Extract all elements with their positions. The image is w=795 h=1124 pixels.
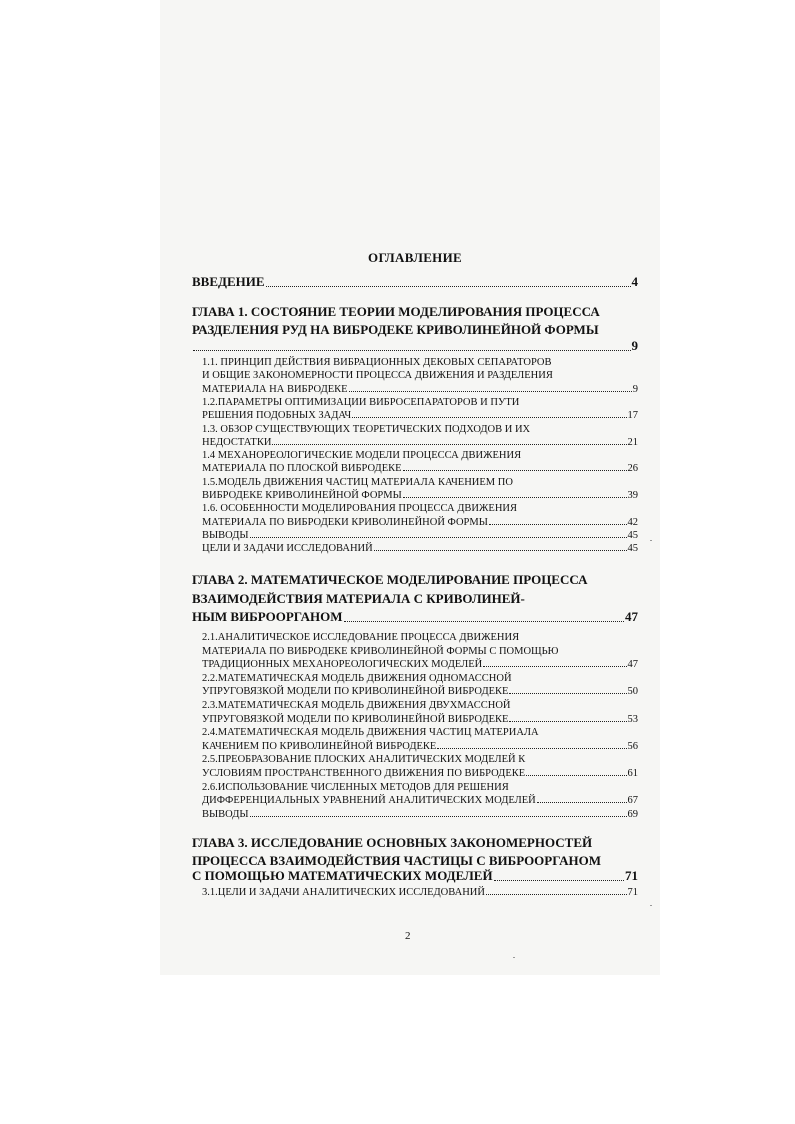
chapter-1-page-row[interactable] xyxy=(192,338,638,354)
toc-entry-page: 61 xyxy=(627,768,638,779)
toc-section-entry[interactable] xyxy=(202,530,638,541)
toc-section-entry[interactable] xyxy=(202,410,638,421)
toc-entry-page: 47 xyxy=(627,659,638,671)
toc-section-entry[interactable] xyxy=(202,795,638,806)
toc-entry-page: 39 xyxy=(627,490,638,501)
toc-entry-page: 17 xyxy=(627,410,638,422)
toc-section-entry[interactable] xyxy=(202,741,638,752)
toc-section-line[interactable]: МАТЕРИАЛА ПО ВИБРОДЕКЕ КРИВОЛИНЕЙНОЙ ФОРМЫ С ПОМОЩЬЮ xyxy=(202,645,559,657)
toc-entry-label: МАТЕРИАЛА ПО ВИБРОДЕКИ КРИВОЛИНЕЙНОЙ ФОРМЫ xyxy=(202,516,488,528)
toc-section-line[interactable]: 2.3.МАТЕМАТИЧЕСКАЯ МОДЕЛЬ ДВИЖЕНИЯ ДВУХМАССНОЙ xyxy=(202,700,511,711)
toc-title: ОГЛАВЛЕНИЕ xyxy=(368,250,462,265)
toc-entry-intro[interactable] xyxy=(192,274,638,290)
dot-leader xyxy=(352,417,626,418)
toc-entry-label: ДИФФЕРЕНЦИАЛЬНЫХ УРАВНЕНИЙ АНАЛИТИЧЕСКИХ МОДЕЛЕЙ xyxy=(202,795,536,807)
chapter-1-heading-line-2[interactable]: РАЗДЕЛЕНИЯ РУД НА ВИБРОДЕКЕ КРИВОЛИНЕЙНОЙ ФОРМЫ xyxy=(192,322,599,337)
toc-entry-label: УПРУГОВЯЗКОЙ МОДЕЛИ ПО КРИВОЛИНЕЙНОЙ ВИБРОДЕКЕ xyxy=(202,713,509,725)
toc-section-line[interactable]: 1.4 МЕХАНОРЕОЛОГИЧЕСКИЕ МОДЕЛИ ПРОЦЕССА ДВИЖЕНИЯ xyxy=(202,450,522,462)
dot-leader xyxy=(526,775,626,776)
toc-entry-label: МАТЕРИАЛА ПО ПЛОСКОЙ ВИБРОДЕКЕ xyxy=(202,463,402,475)
toc-entry-label: ЦЕЛИ И ЗАДАЧИ ИССЛЕДОВАНИЙ xyxy=(202,543,373,555)
toc-entry-page: 21 xyxy=(627,436,638,448)
toc-entry-page: 47 xyxy=(625,609,638,624)
toc-section-entry[interactable] xyxy=(202,714,638,725)
toc-entry-page: 45 xyxy=(627,543,638,555)
toc-section-line[interactable]: 1.2.ПАРАМЕТРЫ ОПТИМИЗАЦИИ ВИБРОСЕПАРАТОРОВ И ПУТИ xyxy=(202,396,520,408)
dot-leader xyxy=(509,721,626,722)
toc-entry-label: ТРАДИЦИОННЫХ МЕХАНОРЕОЛОГИЧЕСКИХ МОДЕЛЕЙ xyxy=(202,659,483,671)
toc-section-line[interactable]: 1.1. ПРИНЦИП ДЕЙСТВИЯ ВИБРАЦИОННЫХ ДЕКОВЫХ СЕПАРАТОРОВ xyxy=(202,357,552,368)
scan-speck xyxy=(650,905,652,906)
toc-section-line[interactable]: 2.4.МАТЕМАТИЧЕСКАЯ МОДЕЛЬ ДВИЖЕНИЯ ЧАСТИЦ МАТЕРИАЛА xyxy=(202,727,539,739)
toc-entry-label: НЫМ ВИБРООРГАНОМ xyxy=(192,609,343,624)
toc-entry-page: 67 xyxy=(627,795,638,807)
toc-entry-label: РЕШЕНИЯ ПОДОБНЫХ ЗАДАЧ xyxy=(202,410,352,422)
toc-section-entry[interactable] xyxy=(202,463,638,474)
toc-section-entry[interactable] xyxy=(202,517,638,528)
dot-leader xyxy=(489,524,627,525)
toc-entry-page: 50 xyxy=(627,686,638,698)
dot-leader xyxy=(250,537,627,538)
dot-leader xyxy=(537,802,627,803)
toc-section-entry[interactable] xyxy=(202,490,638,501)
toc-section-entry[interactable] xyxy=(202,384,638,395)
toc-entry-page: 9 xyxy=(631,338,638,353)
toc-entry-page: 45 xyxy=(627,529,638,541)
toc-section-line[interactable]: 2.1.АНАЛИТИЧЕСКОЕ ИССЛЕДОВАНИЕ ПРОЦЕССА ДВИЖЕНИЯ xyxy=(202,632,520,643)
toc-section-entry[interactable] xyxy=(202,809,638,820)
toc-entry-page: 9 xyxy=(632,383,638,395)
toc-entry-label: НЕДОСТАТКИ xyxy=(202,436,272,448)
chapter-2-heading-line-3[interactable] xyxy=(192,609,638,625)
dot-leader xyxy=(486,894,627,895)
toc-section-entry[interactable] xyxy=(202,437,638,448)
chapter-3-heading-line-1[interactable]: ГЛАВА 3. ИССЛЕДОВАНИЕ ОСНОВНЫХ ЗАКОНОМЕРНОСТЕЙ xyxy=(192,835,593,850)
toc-entry-page: 53 xyxy=(627,713,638,725)
toc-entry-label: ВЫВОДЫ xyxy=(202,529,249,541)
toc-entry-label: ВВЕДЕНИЕ xyxy=(192,274,265,289)
dot-leader xyxy=(483,666,626,667)
toc-section-line[interactable]: 2.5.ПРЕОБРАЗОВАНИЕ ПЛОСКИХ АНАЛИТИЧЕСКИХ МОДЕЛЕЙ К xyxy=(202,754,526,766)
dot-leader xyxy=(250,816,627,817)
toc-section-line[interactable]: 1.6. ОСОБЕННОСТИ МОДЕЛИРОВАНИЯ ПРОЦЕССА ДВИЖЕНИЯ xyxy=(202,503,517,515)
toc-entry-page: 71 xyxy=(625,868,638,883)
dot-leader xyxy=(437,748,626,749)
toc-section-line[interactable]: 2.6.ИСПОЛЬЗОВАНИЕ ЧИСЛЕННЫХ МЕТОДОВ ДЛЯ РЕШЕНИЯ xyxy=(202,781,509,793)
chapter-2-heading-line-1[interactable]: ГЛАВА 2. МАТЕМАТИЧЕСКОЕ МОДЕЛИРОВАНИЕ ПРОЦЕССА xyxy=(192,572,588,587)
page-number: 2 xyxy=(405,930,411,942)
dot-leader xyxy=(403,470,627,471)
toc-section-entry[interactable] xyxy=(202,659,638,670)
chapter-3-heading-line-2[interactable]: ПРОЦЕССА ВЗАИМОДЕЙСТВИЯ ЧАСТИЦЫ С ВИБРООРГАНОМ xyxy=(192,853,601,868)
toc-entry-page: 71 xyxy=(627,887,638,898)
dot-leader xyxy=(272,444,626,445)
toc-entry-page: 56 xyxy=(627,740,638,752)
toc-entry-page: 4 xyxy=(631,274,638,289)
toc-section-entry[interactable] xyxy=(202,768,638,779)
toc-section-line[interactable]: И ОБЩИЕ ЗАКОНОМЕРНОСТИ ПРОЦЕССА ДВИЖЕНИЯ И РАЗДЕЛЕНИЯ xyxy=(202,370,553,382)
chapter-3-heading-line-3[interactable] xyxy=(192,868,638,884)
dot-leader xyxy=(374,550,627,551)
dot-leader xyxy=(266,286,631,287)
toc-entry-label: С ПОМОЩЬЮ МАТЕМАТИЧЕСКИХ МОДЕЛЕЙ xyxy=(192,868,493,883)
toc-section-entry[interactable] xyxy=(202,686,638,697)
scan-speck xyxy=(650,540,652,541)
toc-entry-page: 42 xyxy=(627,516,638,528)
toc-entry-label: КАЧЕНИЕМ ПО КРИВОЛИНЕЙНОЙ ВИБРОДЕКЕ xyxy=(202,740,437,752)
toc-entry-page: 26 xyxy=(627,463,638,475)
toc-section-entry[interactable] xyxy=(202,543,638,554)
toc-section-line[interactable]: 1.5.МОДЕЛЬ ДВИЖЕНИЯ ЧАСТИЦ МАТЕРИАЛА КАЧЕНИЕМ ПО xyxy=(202,476,513,488)
scan-speck xyxy=(513,957,515,958)
toc-section-line[interactable]: 2.2.МАТЕМАТИЧЕСКАЯ МОДЕЛЬ ДВИЖЕНИЯ ОДНОМАССНОЙ xyxy=(202,672,512,684)
chapter-1-heading-line-1[interactable]: ГЛАВА 1. СОСТОЯНИЕ ТЕОРИИ МОДЕЛИРОВАНИЯ ПРОЦЕССА xyxy=(192,304,600,319)
toc-entry-label: УСЛОВИЯМ ПРОСТРАНСТВЕННОГО ДВИЖЕНИЯ ПО ВИБРОДЕКЕ xyxy=(202,768,526,779)
dot-leader xyxy=(509,693,626,694)
toc-entry-label: МАТЕРИАЛА НА ВИБРОДЕКЕ xyxy=(202,383,348,395)
dot-leader xyxy=(403,497,627,498)
dot-leader xyxy=(349,391,632,392)
toc-entry-label: УПРУГОВЯЗКОЙ МОДЕЛИ ПО КРИВОЛИНЕЙНОЙ ВИБРОДЕКЕ xyxy=(202,686,509,698)
dot-leader xyxy=(344,621,624,622)
toc-section-line[interactable]: 1.3. ОБЗОР СУЩЕСТВУЮЩИХ ТЕОРЕТИЧЕСКИХ ПОДХОДОВ И ИХ xyxy=(202,423,531,435)
chapter-2-heading-line-2[interactable]: ВЗАИМОДЕЙСТВИЯ МАТЕРИАЛА С КРИВОЛИНЕЙ- xyxy=(192,591,525,606)
dot-leader xyxy=(193,350,631,351)
toc-section-entry[interactable] xyxy=(202,887,638,898)
toc-entry-page: 69 xyxy=(627,808,638,820)
dot-leader xyxy=(494,880,624,881)
toc-entry-label: ВЫВОДЫ xyxy=(202,808,249,820)
toc-entry-label: ВИБРОДЕКЕ КРИВОЛИНЕЙНОЙ ФОРМЫ xyxy=(202,490,402,501)
toc-entry-label: 3.1.ЦЕЛИ И ЗАДАЧИ АНАЛИТИЧЕСКИХ ИССЛЕДОВАНИЙ xyxy=(202,887,485,898)
